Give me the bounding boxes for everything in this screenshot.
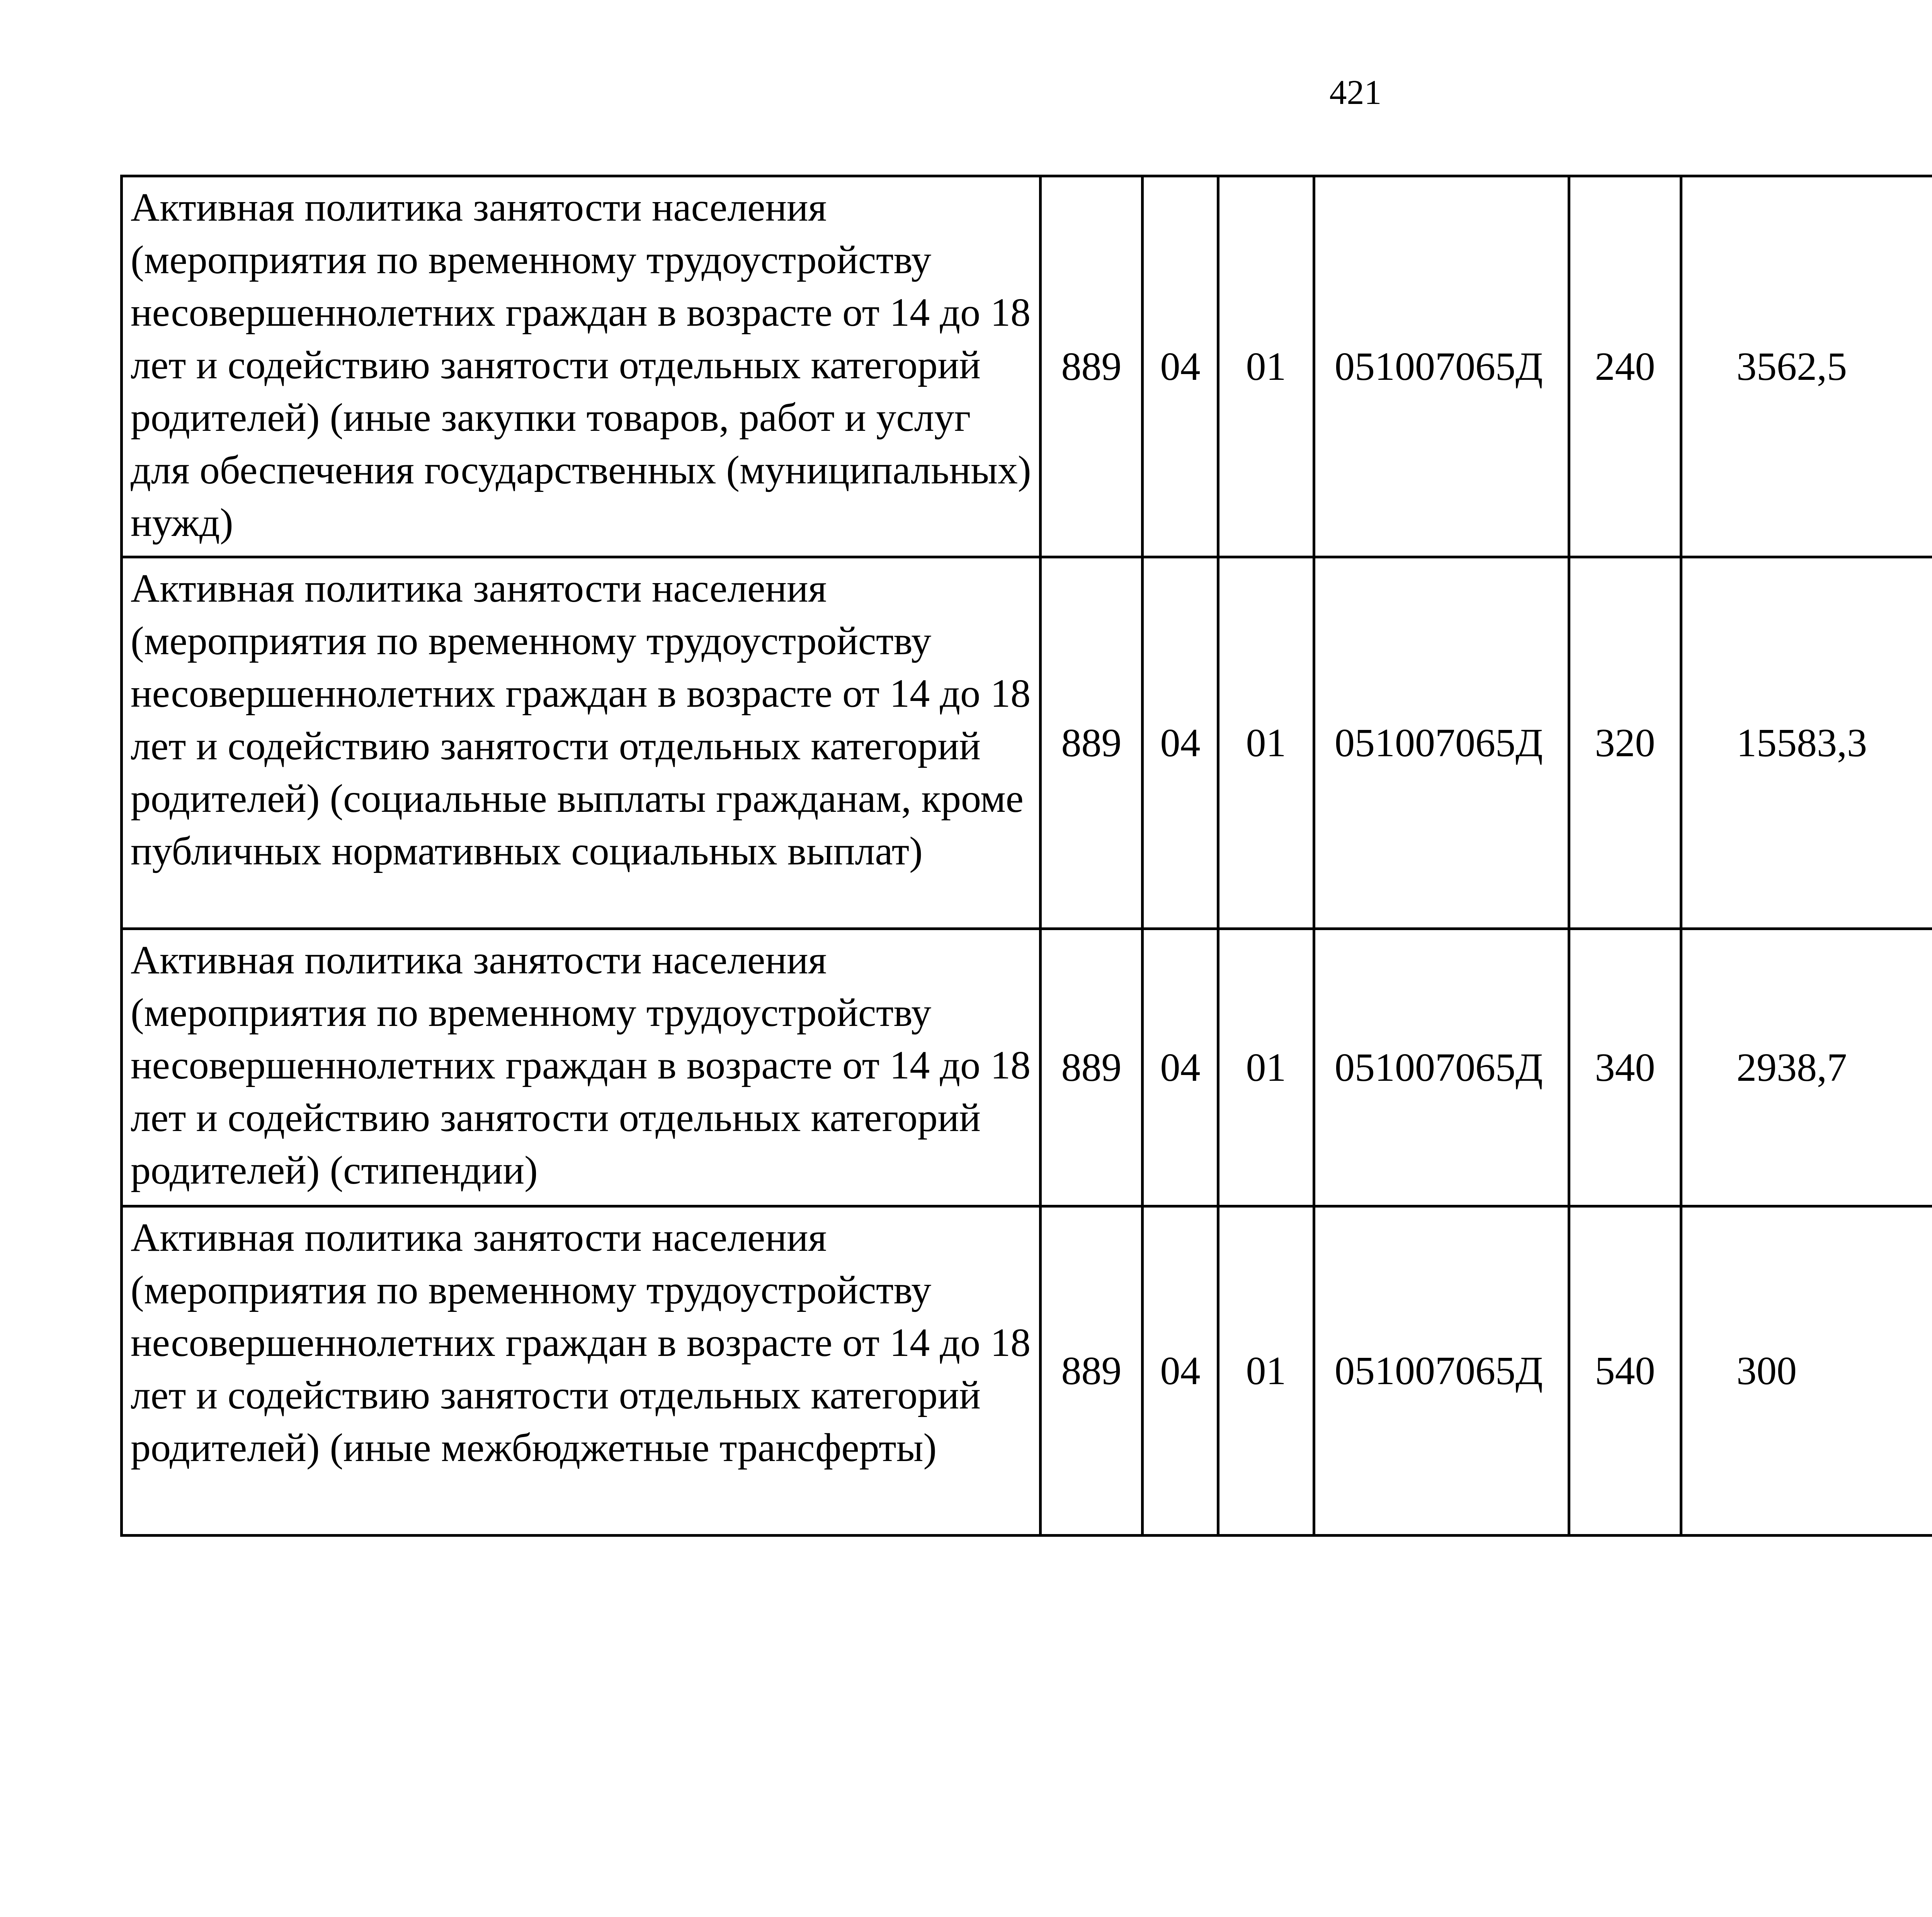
- department-code: 889: [1041, 929, 1143, 1206]
- department-code: 889: [1041, 176, 1143, 557]
- expense-type-code: 540: [1569, 1206, 1681, 1536]
- expense-type-code: 240: [1569, 176, 1681, 557]
- subsection-code: 01: [1218, 176, 1314, 557]
- row-description: Активная политика занятости населения (мероприятия по временному трудоустройству несовершеннолетних граждан в возрасте от 14 до 18 лет и содействию занятости отдельных категорий родителей) (стипендии): [122, 929, 1041, 1206]
- target-article-code: 051007065Д: [1314, 176, 1569, 557]
- target-article-code: 051007065Д: [1314, 929, 1569, 1206]
- target-article-code: 051007065Д: [1314, 1206, 1569, 1536]
- table-row: [122, 557, 1932, 929]
- amount-year-1: 300: [1681, 1206, 1932, 1536]
- department-code: 889: [1041, 1206, 1143, 1536]
- budget-table: [120, 175, 1932, 1537]
- section-code: 04: [1143, 176, 1218, 557]
- row-description: Активная политика занятости населения (мероприятия по временному трудоустройству несовершеннолетних граждан в возрасте от 14 до 18 лет и содействию занятости отдельных категорий родителей) (иные закупки товаров, работ и услуг для обеспечения государственных (муниципальных) нужд): [122, 176, 1041, 557]
- section-code: 04: [1143, 557, 1218, 929]
- department-code: 889: [1041, 557, 1143, 929]
- row-description: Активная политика занятости населения (мероприятия по временному трудоустройству несовершеннолетних граждан в возрасте от 14 до 18 лет и содействию занятости отдельных категорий родителей) (социальные выплаты гражданам, кроме публичных нормативных социальных выплат): [122, 557, 1041, 929]
- section-code: 04: [1143, 929, 1218, 1206]
- amount-year-1: 3562,5: [1681, 176, 1932, 557]
- expense-type-code: 340: [1569, 929, 1681, 1206]
- amount-year-1: 15583,3: [1681, 557, 1932, 929]
- row-description: Активная политика занятости населения (мероприятия по временному трудоустройству несовершеннолетних граждан в возрасте от 14 до 18 лет и содействию занятости отдельных категорий родителей) (иные межбюджетные трансферты): [122, 1206, 1041, 1536]
- table-row: [122, 1206, 1932, 1536]
- subsection-code: 01: [1218, 1206, 1314, 1536]
- table-row: [122, 176, 1932, 557]
- amount-year-1: 2938,7: [1681, 929, 1932, 1206]
- subsection-code: 01: [1218, 929, 1314, 1206]
- expense-type-code: 320: [1569, 557, 1681, 929]
- page-number: 421: [1329, 73, 1382, 112]
- subsection-code: 01: [1218, 557, 1314, 929]
- table-row: [122, 929, 1932, 1206]
- target-article-code: 051007065Д: [1314, 557, 1569, 929]
- section-code: 04: [1143, 1206, 1218, 1536]
